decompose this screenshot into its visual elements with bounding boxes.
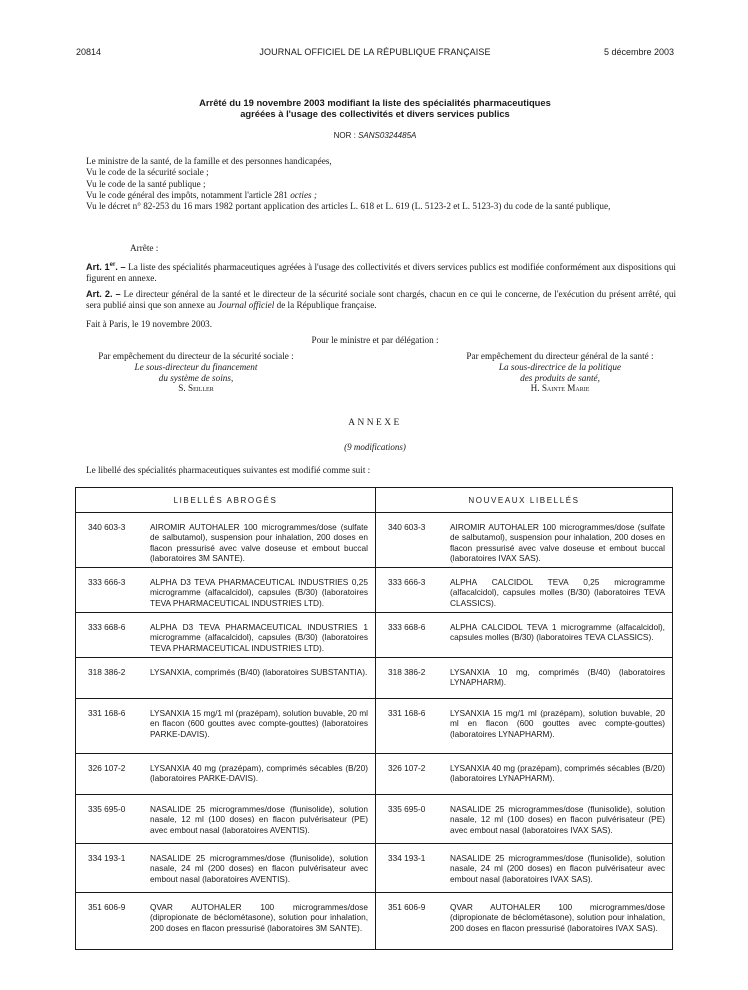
- signature-left: [76, 351, 316, 394]
- old-label: LYSANXIA 15 mg/1 ml (prazépam), solution buvable, 20 ml en flacon (600 gouttes avec compte-gouttes) (laboratoires PARKE-DAVIS).: [150, 708, 368, 739]
- visa-impots: [86, 190, 676, 201]
- old-code: 351 606-9: [88, 902, 126, 912]
- table-row: [76, 844, 673, 893]
- new-entry: [376, 754, 673, 795]
- new-entry: [376, 844, 673, 893]
- table-row: [76, 568, 673, 613]
- new-code: 331 168-6: [388, 708, 426, 718]
- old-code: 340 603-3: [88, 522, 126, 532]
- article-2: [86, 289, 676, 312]
- signature-left-name: S. Seiller: [178, 383, 214, 394]
- new-entry: [376, 795, 673, 844]
- pour-le-ministre: Pour le ministre et par délégation :: [311, 335, 439, 345]
- visas: [86, 156, 676, 212]
- old-entry: [76, 568, 376, 613]
- decree-title-line2: agréées à l'usage des collectivités et divers services publics: [240, 108, 510, 119]
- table-row: [76, 513, 673, 568]
- old-entry: [76, 844, 376, 893]
- article-1-title: Art. 1er. –: [86, 262, 126, 273]
- old-label: ALPHA D3 TEVA PHARMACEUTICAL INDUSTRIES 1 microgramme (alfacalcidol), capsules (B/30) (laboratoires TEVA PHARMACEUTICAL INDUSTRIES LTD).: [150, 622, 368, 653]
- old-label: QVAR AUTOHALER 100 microgrammes/dose (dipropionate de béclométasone), solution pour inhalation, 200 doses en flacon pressurisé (laboratoires 3M SANTE).: [150, 902, 368, 933]
- new-code: 333 668-6: [388, 622, 426, 632]
- old-entry: [76, 754, 376, 795]
- new-entry: [376, 658, 673, 699]
- old-code: 333 666-3: [88, 577, 126, 587]
- signature-right-line3: [440, 373, 680, 384]
- new-code: 340 603-3: [388, 522, 426, 532]
- header-old-labels: LIBELLÉS ABROGÉS: [76, 488, 376, 513]
- table-row: [76, 699, 673, 754]
- old-code: 318 386-2: [88, 667, 126, 677]
- nor-label: NOR :: [333, 131, 359, 140]
- new-label: AIROMIR AUTOHALER 100 microgrammes/dose (sulfate de salbutamol), suspension pour inhalation, 200 doses en flacon pressurisé avec valve doseuse et embout buccal (laboratoires IVAX SAS).: [450, 522, 665, 564]
- new-code: 333 666-3: [388, 577, 426, 587]
- new-code: 326 107-2: [388, 763, 426, 773]
- signature-right-role: La sous-directrice de la politique: [498, 361, 622, 372]
- new-label: LYSANXIA 10 mg, comprimés (B/40) (laboratoires LYNAPHARM).: [450, 667, 665, 688]
- new-code: 334 193-1: [388, 853, 426, 863]
- signature-right-name: H. Sainte Marie: [530, 383, 590, 394]
- visa-octies: octies ;: [290, 189, 317, 200]
- visa-sante-publique: Vu le code de la santé publique ;: [86, 178, 206, 189]
- old-entry: [76, 658, 376, 699]
- new-label: ALPHA CALCIDOL TEVA 0,25 microgramme (alfacalcidol), capsules molles (B/30) (laboratoires TEVA CLASSICS).: [450, 577, 665, 608]
- new-label: ALPHA CALCIDOL TEVA 1 microgramme (alfacalcidol), capsules molles (B/30) (laboratoires TEVA CLASSICS).: [450, 622, 665, 643]
- signature-left-role: Le sous-directeur du financement: [134, 361, 258, 372]
- old-code: 326 107-2: [88, 763, 126, 773]
- new-label: LYSANXIA 15 mg/1 ml (prazépam), solution buvable, 20 ml en flacon (600 gouttes avec compte-gouttes) (laboratoires LYNAPHARM).: [450, 708, 665, 739]
- annex-table: [75, 487, 673, 950]
- nor-value: SANS0324485A: [358, 131, 417, 140]
- publication-date: 5 décembre 2003: [603, 47, 674, 57]
- modifications-count: (9 modifications): [344, 442, 406, 452]
- signature-right-role2: des produits de santé,: [520, 372, 600, 383]
- table-row: [76, 658, 673, 699]
- old-label: ALPHA D3 TEVA PHARMACEUTICAL INDUSTRIES 0,25 microgramme (alfacalcidol), capsules (B/30) (laboratoires TEVA PHARMACEUTICAL INDUSTRIES LTD).: [150, 577, 368, 608]
- new-entry: [376, 568, 673, 613]
- visa-impots-text: Vu le code général des impôts, notamment l'article 281: [86, 189, 291, 200]
- arrete-label: Arrête :: [130, 243, 159, 253]
- article-1: [86, 260, 676, 285]
- nor-reference: [76, 131, 674, 140]
- annexe-heading: ANNEXE: [348, 418, 402, 428]
- table-row: [76, 795, 673, 844]
- table-row: [76, 613, 673, 658]
- old-label: NASALIDE 25 microgrammes/dose (flunisolide), solution nasale, 12 ml (100 doses) en flacon pulvérisateur (PE) avec embout nasal (laboratoires AVENTIS).: [150, 804, 368, 835]
- article-2-text: Le directeur général de la santé et le directeur de la sécurité sociale sont chargés, chacun en ce qui le concerne, de l'exécution du présent arrêté, qui sera publié ainsi que son annexe au: [86, 289, 676, 311]
- visa-decret: Vu le décret n° 82-253 du 16 mars 1982 portant application des articles L. 618 et L. 619 (L. 5123-2 et L. 5123-3) du code de la santé publique,: [86, 201, 611, 212]
- table-row: [76, 754, 673, 795]
- signature-left-line1: Par empêchement du directeur de la sécurité sociale :: [98, 351, 294, 361]
- header-new-labels: NOUVEAUX LIBELLÉS: [376, 488, 673, 513]
- fait-a-paris: Fait à Paris, le 19 novembre 2003.: [86, 319, 213, 329]
- article-2-journal: Journal officiel: [217, 300, 275, 311]
- table-header-row: [76, 488, 673, 513]
- article-2-title: Art. 2. –: [86, 289, 121, 299]
- signature-right-line1: Par empêchement du directeur général de la santé :: [466, 351, 654, 361]
- signature-right: [440, 351, 680, 394]
- journal-title: JOURNAL OFFICIEL DE LA RÉPUBLIQUE FRANÇAISE: [259, 47, 491, 57]
- new-entry: [376, 893, 673, 950]
- old-label: LYSANXIA 40 mg (prazépam), comprimés sécables (B/20) (laboratoires PARKE-DAVIS).: [150, 763, 368, 784]
- article-2-text-end: de la République française.: [274, 300, 377, 311]
- old-entry: [76, 513, 376, 568]
- signature-left-line3: [76, 373, 316, 384]
- old-code: 335 695-0: [88, 804, 126, 814]
- new-entry: [376, 613, 673, 658]
- new-code: 318 386-2: [388, 667, 426, 677]
- signature-left-role2: du système de soins,: [158, 372, 234, 383]
- old-label: NASALIDE 25 microgrammes/dose (flunisolide), solution nasale, 24 ml (200 doses) en flacon pulvérisateur avec embout nasal (laboratoires AVENTIS).: [150, 853, 368, 884]
- old-entry: [76, 699, 376, 754]
- page-number: 20814: [76, 47, 102, 57]
- old-entry: [76, 795, 376, 844]
- new-label: NASALIDE 25 microgrammes/dose (flunisolide), solution nasale, 12 ml (100 doses) en flacon pulvérisateur (PE) avec embout nasal (laboratoires IVAX SAS).: [450, 804, 665, 835]
- old-label: LYSANXIA, comprimés (B/40) (laboratoires SUBSTANTIA).: [150, 667, 368, 677]
- article-1-text: La liste des spécialités pharmaceutiques agréées à l'usage des collectivités et divers services publics est modifiée conformément aux dispositions qui figurent en annexe.: [86, 262, 676, 284]
- new-code: 351 606-9: [388, 902, 426, 912]
- visa-securite-sociale: Vu le code de la sécurité sociale ;: [86, 167, 209, 178]
- signature-right-line2: [440, 362, 680, 373]
- old-label: AIROMIR AUTOHALER 100 microgrammes/dose (sulfate de salbutamol), suspension pour inhalation, 200 doses en flacon pressurisé avec valve doseuse et embout buccal (laboratoires 3M SANTE).: [150, 522, 368, 564]
- new-label: QVAR AUTOHALER 100 microgrammes/dose (dipropionate de béclométasone), solution pour inhalation, 200 doses en flacon pressurisé (laboratoires IVAX SAS).: [450, 902, 665, 933]
- old-entry: [76, 613, 376, 658]
- old-code: 333 668-6: [88, 622, 126, 632]
- new-entry: [376, 699, 673, 754]
- new-label: LYSANXIA 40 mg (prazépam), comprimés sécables (B/20) (laboratoires LYNAPHARM).: [450, 763, 665, 784]
- old-code: 334 193-1: [88, 853, 126, 863]
- visa-minister: Le ministre de la santé, de la famille et des personnes handicapées,: [86, 156, 332, 166]
- new-code: 335 695-0: [388, 804, 426, 814]
- decree-title-line1: Arrêté du 19 novembre 2003 modifiant la liste des spécialités pharmaceutiques: [199, 97, 551, 108]
- signature-left-line2: [76, 362, 316, 373]
- old-entry: [76, 893, 376, 950]
- decree-title: [76, 97, 674, 119]
- new-entry: [376, 513, 673, 568]
- old-code: 331 168-6: [88, 708, 126, 718]
- libelle-intro: Le libellé des spécialités pharmaceutiques suivantes est modifié comme suit :: [86, 465, 371, 475]
- table-row: [76, 893, 673, 950]
- new-label: NASALIDE 25 microgrammes/dose (flunisolide), solution nasale, 24 ml (200 doses) en flacon pulvérisateur avec embout nasal (laboratoires IVAX SAS).: [450, 853, 665, 884]
